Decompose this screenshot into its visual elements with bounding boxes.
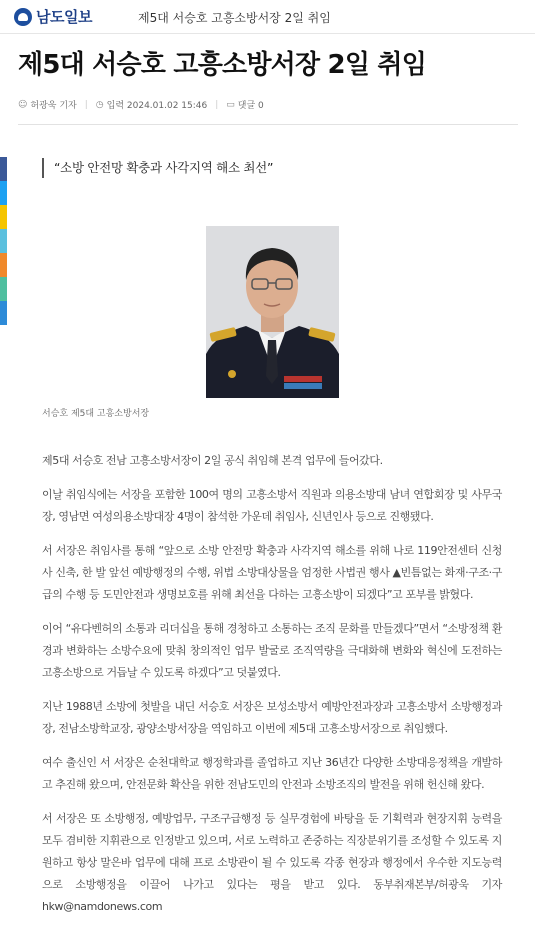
publish-date: 입력 2024.01.02 15:46	[106, 101, 208, 111]
top-article-title: 제5대 서승호 고흥소방서장 2일 취임	[138, 11, 331, 25]
person-icon: ☺	[18, 99, 28, 110]
facebook-share-button[interactable]	[0, 157, 7, 181]
comment-icon: ▭	[226, 99, 235, 110]
author-name[interactable]: 허광욱 기자	[30, 101, 77, 111]
clock-icon: ◷	[95, 99, 104, 110]
band-share-button[interactable]	[0, 229, 7, 253]
article-paragraph: 이날 취임식에는 서장을 포함한 100여 명의 고흥소방서 직원과 의용소방대 남녀 연합회장 및 사무국장, 영남면 여성의용소방대장 4명이 참석한 가운데 취임사, 신년인사 등으로 진행됐다.	[42, 488, 502, 523]
blog-share-button[interactable]	[0, 253, 7, 277]
kakaostory-share-button[interactable]	[0, 205, 7, 229]
meta-divider: |	[84, 99, 88, 110]
article-paragraph: 서 서장은 취임사를 통해 “앞으로 소방 안전망 확충과 사각지역 해소를 위해 나로 119안전센터 신청사 신축, 한 발 앞선 예방행정의 수행, 위법 소방대상물을 엄정한 사법권 행사 ▲빈틈없는 화재·구조·구급의 수행 등 도민안전과 생명보호를 위해 최선을 다하는 고흥소방이 되겠다”고 포부를 밝혔다.	[42, 544, 502, 601]
article-paragraph: 제5대 서승호 전남 고흥소방서장이 2일 공식 취임해 본격 업무에 들어갔다.	[42, 454, 383, 467]
header-divider	[18, 124, 518, 125]
article-paragraph: 이어 “유다벤허의 소통과 리더십을 통해 경청하고 소통하는 조직 문화를 만들겠다”면서 “소방정책 환경과 변화하는 소방수요에 맞춰 창의적인 업무 발굴로 조직역량을 극대화해 변화와 혁신에 도전하는 고흥소방으로 거듭날 수 있도록 하겠다”고 덧붙였다.	[42, 622, 502, 679]
article-title: 제5대 서승호 고흥소방서장 2일 취임	[18, 50, 427, 80]
meta-divider: |	[215, 99, 219, 110]
article-photo	[206, 226, 339, 398]
portrait-illustration	[206, 226, 339, 398]
email-share-button[interactable]	[0, 301, 7, 325]
link-share-button[interactable]	[0, 277, 7, 301]
comment-count[interactable]: 댓글 0	[237, 101, 264, 111]
article-paragraph: 여수 출신인 서 서장은 순천대학교 행정학과를 졸업하고 지난 36년간 다양한 소방대응정책을 개발하고 추진해 왔으며, 안전문화 확산을 위한 전남도민의 안전과 소방조직의 발전을 위해 헌신해 왔다.	[42, 756, 502, 791]
article-paragraph: 서 서장은 또 소방행정, 예방업무, 구조구급행정 등 실무경험에 바탕을 둔 기획력과 현장지휘 능력을 모두 겸비한 지휘관으로 인정받고 있으며, 서로 노력하고 존중하는 직장분위기를 조성할 수 있도록 지원하고 항상 말은바 업무에 대해 프로 소방관이 될 수 있도록 각종 현장과 행정에서 우수한 지도능력으로 소방행정을 이끌어 나가고 있다는 평을 받고 있다. 동부취재본부/허광욱 기자 hkw@namdonews.com	[42, 812, 502, 913]
logo-icon	[14, 8, 32, 26]
article-subtitle: “소방 안전망 확충과 사각지역 해소 최선”	[42, 158, 273, 178]
twitter-share-button[interactable]	[0, 181, 7, 205]
photo-caption: 서승호 제5대 고흥소방서장	[42, 409, 150, 419]
article-paragraph: 지난 1988년 소방에 첫발을 내딘 서승호 서장은 보성소방서 예방안전과장과 고흥소방서 소방행정과장, 전남소방학교장, 광양소방서장을 역임하고 이번에 제5대 고흥소방서장으로 취임했다.	[42, 700, 502, 735]
share-bar	[0, 157, 7, 325]
site-logo[interactable]	[14, 6, 92, 27]
article-meta	[18, 98, 264, 111]
top-bar	[0, 0, 535, 34]
logo-text: 남도일보	[36, 8, 92, 26]
